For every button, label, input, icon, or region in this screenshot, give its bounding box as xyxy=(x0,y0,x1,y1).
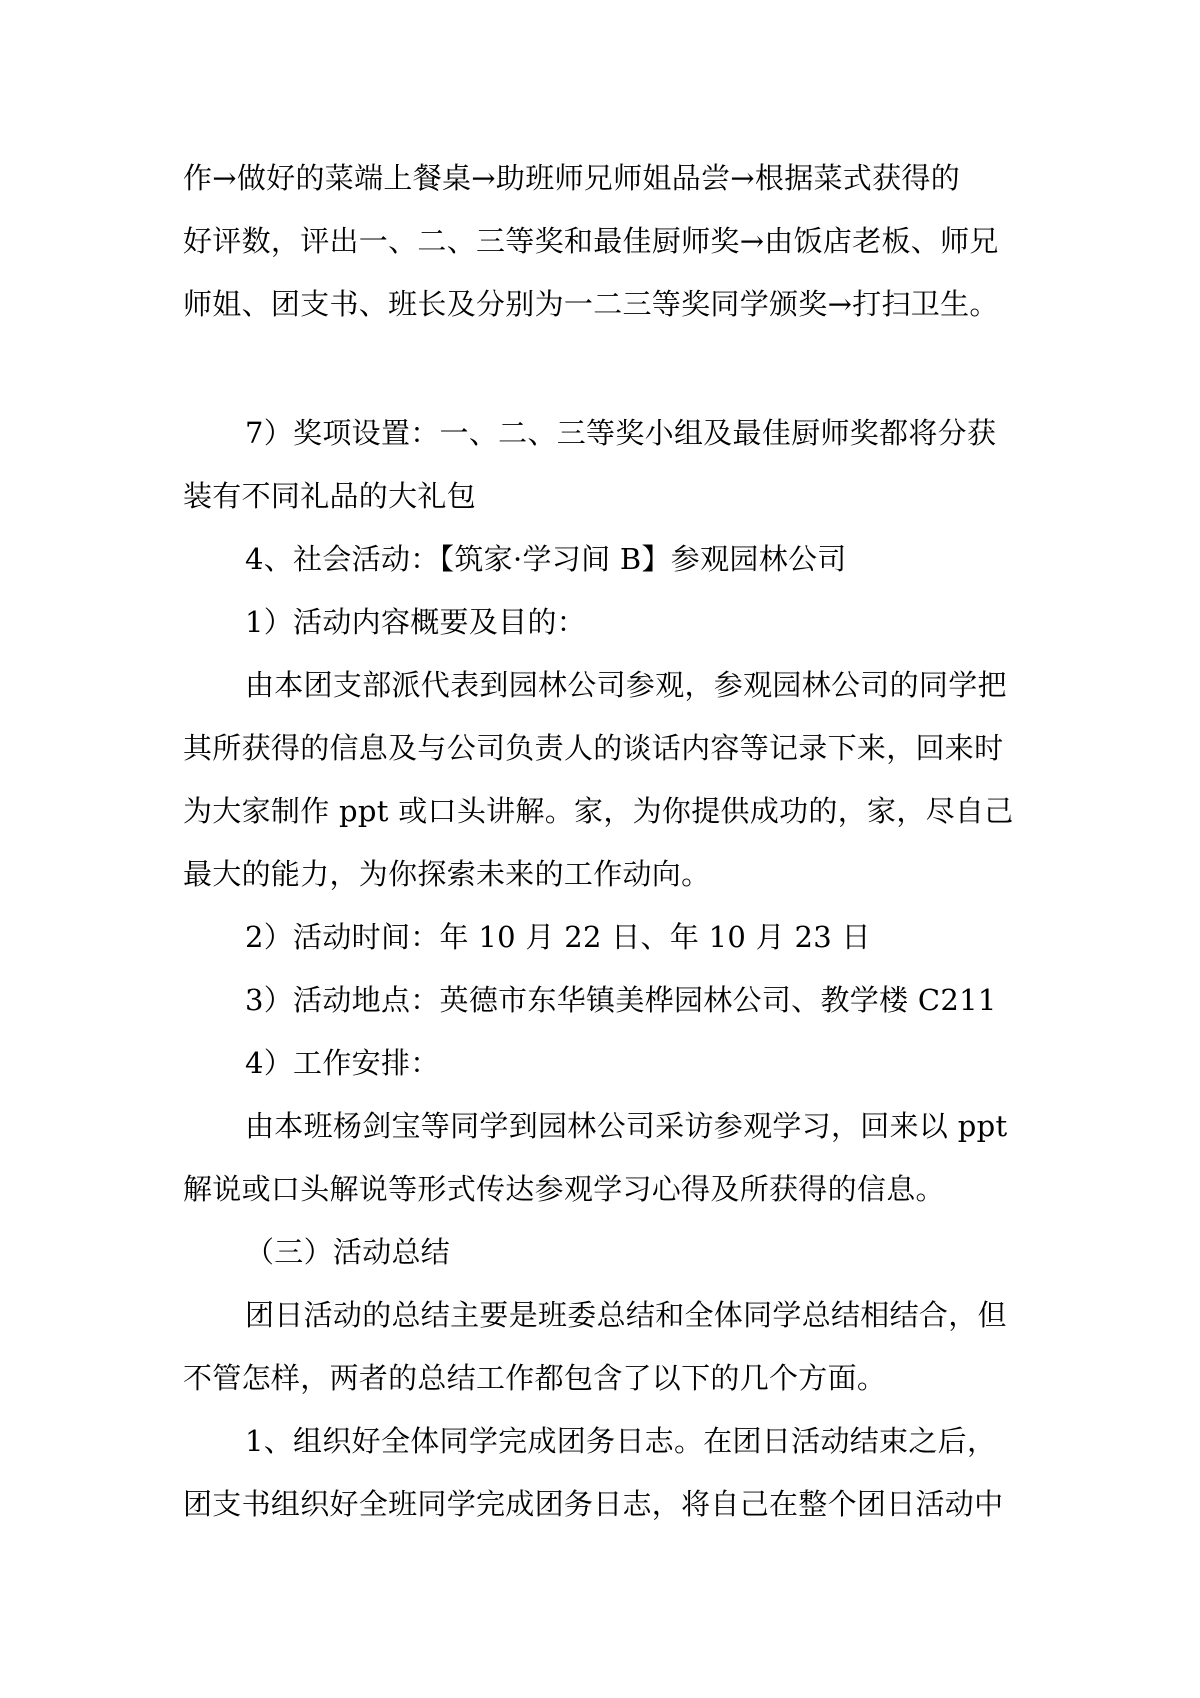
text-line: 好评数，评出一、二、三等奖和最佳厨师奖→由饭店老板、师兄 xyxy=(183,224,999,258)
text-line: 3）活动地点：英德市东华镇美桦园林公司、教学楼 C211 xyxy=(245,983,997,1017)
text-line: 7）奖项设置：一、二、三等奖小组及最佳厨师奖都将分获 xyxy=(245,416,997,450)
text-line: 1、组织好全体同学完成团务日志。在团日活动结束之后， xyxy=(245,1424,997,1458)
text-line: 1）活动内容概要及目的： xyxy=(245,605,587,639)
text-line: 4）工作安排： xyxy=(245,1046,440,1080)
text-line: 其所获得的信息及与公司负责人的谈话内容等记录下来，回来时 xyxy=(183,731,1004,765)
text-line: 装有不同礼品的大礼包 xyxy=(183,479,477,513)
text-line: 最大的能力，为你探索未来的工作动向。 xyxy=(183,857,711,891)
text-line: 师姐、团支书、班长及分别为一二三等奖同学颁奖→打扫卫生。 xyxy=(183,287,999,321)
section-heading: 4、社会活动：【筑家·学习间 B】参观园林公司 xyxy=(245,542,847,576)
text-line: 由本班杨剑宝等同学到园林公司采访参观学习，回来以 ppt xyxy=(245,1109,1008,1143)
text-line: 作→做好的菜端上餐桌→助班师兄师姐品尝→根据菜式获得的 xyxy=(183,161,960,195)
text-line: 团日活动的总结主要是班委总结和全体同学总结相结合，但 xyxy=(245,1298,1007,1332)
text-line: 团支书组织好全班同学完成团务日志，将自己在整个团日活动中 xyxy=(183,1487,1004,1521)
section-heading: （三）活动总结 xyxy=(245,1235,451,1269)
text-line: 2）活动时间：年 10 月 22 日、年 10 月 23 日 xyxy=(245,920,871,954)
text-line: 为大家制作 ppt 或口头讲解。家，为你提供成功的，家，尽自己 xyxy=(183,794,1014,828)
text-line: 由本团支部派代表到园林公司参观，参观园林公司的同学把 xyxy=(245,668,1007,702)
text-line: 不管怎样，两者的总结工作都包含了以下的几个方面。 xyxy=(183,1361,887,1395)
text-line: 解说或口头解说等形式传达参观学习心得及所获得的信息。 xyxy=(183,1172,945,1206)
